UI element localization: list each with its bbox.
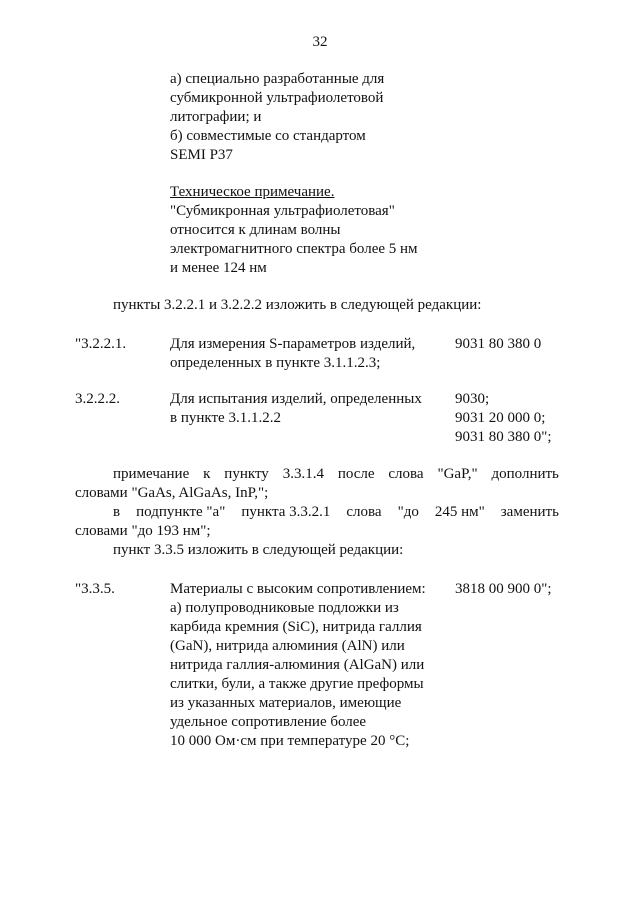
technical-note-line: относится к длинам волны [170,222,341,238]
intro-block [170,70,384,165]
item-description [170,580,426,751]
note-line-justified [75,465,559,484]
item-description-line: нитрида галлия-алюминия (AlGaN) или [170,657,425,673]
intro-line: SEMI P37 [170,147,233,163]
note-word: примечание [113,466,190,482]
item-description-line: удельное сопротивление более [170,714,367,730]
item-description-line: определенных в пункте 3.1.1.2.3; [170,355,381,371]
note-word: заменить [500,504,559,520]
item-description-line: Для испытания изделий, определенных [170,391,422,407]
note-line: словами "GaAs, AlGaAs, InP,"; [75,485,269,501]
note-word: слова [388,466,424,482]
item-description [170,335,415,373]
item-description-line: слитки, були, а также другие преформы [170,676,424,692]
item-description [170,390,422,428]
note-word: в [113,504,121,520]
item-code-line: 9031 80 380 0 [455,336,542,352]
intro-line: б) совместимые со стандартом [170,128,366,144]
page-number: 32 [312,34,328,50]
item-description-line: а) полупроводниковые подложки из [170,600,399,616]
item-description-line: в пункте 3.1.1.2.2 [170,410,281,426]
item-code-line: 9030; [455,391,490,407]
note-word: пункту [224,466,269,482]
item-code [455,390,552,447]
item-description-line: Материалы с высоким сопротивлением: [170,581,426,597]
item-code-line: 9031 80 380 0"; [455,429,552,445]
intro-line: литографии; и [170,109,262,125]
note-paragraph [75,465,559,560]
item-number: "3.2.2.1. [75,336,127,352]
note-word: дополнить [491,466,559,482]
item-number: "3.3.5. [75,581,115,597]
item-code-line: 9031 20 000 0; [455,410,546,426]
note-word: "GaP," [437,466,478,482]
note-word: 245 нм" [434,504,485,520]
instruction-paragraph: пункты 3.2.2.1 и 3.2.2.2 изложить в следующей редакции: [113,297,482,313]
item-description-line: карбида кремния (SiC), нитрида галлия [170,619,422,635]
technical-note-line: электромагнитного спектра более 5 нм [170,241,418,257]
note-word: 3.3.1.4 [282,466,324,482]
item-description-line: 10 000 Ом·см при температуре 20 °С; [170,733,410,749]
intro-line: субмикронной ультрафиолетовой [170,90,384,106]
note-word: пункта 3.3.2.1 [241,504,331,520]
note-word: к [203,466,211,482]
intro-line: а) специально разработанные для [170,71,385,87]
note-word: слова [346,504,382,520]
note-line: пункт 3.3.5 изложить в следующей редакции: [113,542,404,558]
item-code [455,335,541,354]
note-word: подпункте "а" [136,504,226,520]
item-code [455,580,552,599]
note-word: "до [397,504,419,520]
item-description-line: из указанных материалов, имеющие [170,695,402,711]
technical-note [170,183,418,278]
technical-note-title: Техническое примечание. [170,184,335,200]
item-number: 3.2.2.2. [75,391,120,407]
technical-note-line: "Субмикронная ультрафиолетовая" [170,203,395,219]
item-code-line: 3818 00 900 0"; [455,581,552,597]
item-description-line: (GaN), нитрида алюминия (AlN) или [170,638,405,654]
technical-note-line: и менее 124 нм [170,260,267,276]
item-description-line: Для измерения S-параметров изделий, [170,336,416,352]
note-line-justified [75,503,559,522]
note-line: словами "до 193 нм"; [75,523,211,539]
note-word: после [337,466,375,482]
